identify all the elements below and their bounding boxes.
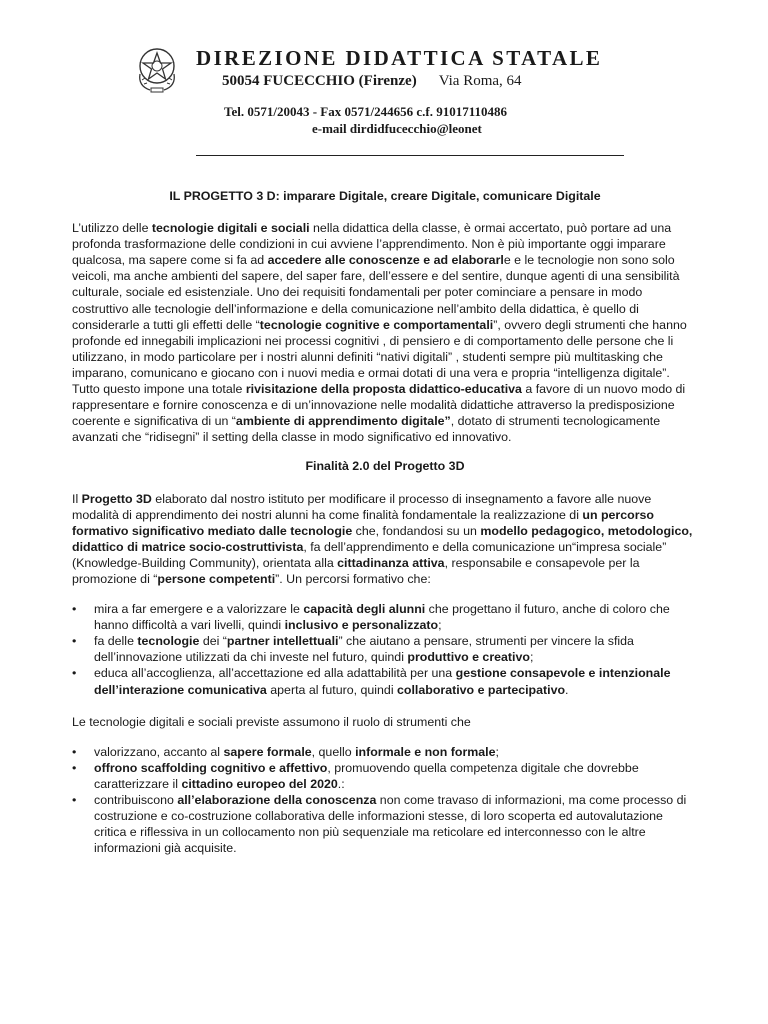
text-run: nella didattica della classe, è ormai accertato, può portare ad una profonda trasformazione delle condizioni in cui avviene l’apprendimento. Non è più importante oggi imparare qualcosa, ma sapere come si fa ad xyxy=(72,221,672,268)
bold-run: collaborativo e partecipativo xyxy=(397,682,566,697)
bold-run: modello pedagogico, metodologico, didattico di matrice socio-costruttivista xyxy=(72,523,693,554)
italian-republic-emblem-icon xyxy=(134,44,180,94)
list-item xyxy=(72,601,698,633)
text-run: a favore di un nuovo modo di rappresentare e fornire conoscenza e di un’innovazione nelle modalità didattiche attraverso la predisposizione coerente e significativa di un “ xyxy=(72,382,686,429)
text-run: fa delle xyxy=(94,634,138,649)
text-run: , fa dell’apprendimento e della comunicazione un“impresa sociale” (Knowledge-Building Community), orientata alla xyxy=(72,539,667,570)
bold-run: accedere alle conoscenze e ad elaborarl xyxy=(267,253,504,268)
text-run: che, fondandosi su un xyxy=(352,523,481,538)
letterhead-divider xyxy=(196,155,624,156)
bold-run: produttivo e creativo xyxy=(407,650,530,665)
text-run: ; xyxy=(438,618,442,633)
letterhead-email: e-mail dirdidfucecchio@leonet xyxy=(312,121,482,136)
list-item xyxy=(72,760,698,792)
text-run: elaborato dal nostro istituto per modificare il processo di insegnamento a favore alle nuove modalità di apprendimento dei nostri alunni ha come finalità fondamentale la realizzazione di xyxy=(72,491,652,522)
bold-run: tecnologie digitali e sociali xyxy=(151,221,310,236)
text-run: valorizzano, accanto al xyxy=(94,744,224,759)
bold-run: tecnologie cognitive e comportamentali xyxy=(259,317,494,332)
letterhead-city-text: 50054 FUCECCHIO (Firenze) xyxy=(222,73,417,89)
bold-run: informale e non formale xyxy=(355,744,496,759)
text-run: , responsabile e consapevole per la promozione di “ xyxy=(72,555,640,586)
text-run: e e le tecnologie non sono solo veicoli, ma anche ambienti del sapere, del saper fare, dell’essere e del sentire, dunque agenti di una sensibilità culturale, sociale ed esistenziale. Uno dei requisiti fondamentali per poter cominciare a pensare in modo costruttivo alle tecnologie dell’informazione e della comunicazione nell’ambito della didattica, è quello di considerarle a tutti gli effetti delle “ xyxy=(72,253,680,332)
text-run: che progettano il futuro, anche di coloro che hanno difficoltà a vari livelli, quindi xyxy=(94,602,670,633)
text-run: .: xyxy=(337,776,345,791)
text-run: contribuiscono xyxy=(94,793,178,807)
text-run: mira a far emergere e a valorizzare le xyxy=(94,602,304,617)
list-item xyxy=(72,744,698,760)
letterhead-title: DIREZIONE DIDATTICA STATALE xyxy=(196,46,603,70)
list-item xyxy=(72,792,698,856)
text-run: , quello xyxy=(311,744,356,759)
bold-run: cittadinanza attiva xyxy=(337,555,445,570)
bold-run: gestione consapevole e intenzionale dell’interazione comunicativa xyxy=(94,666,671,697)
text-run: . xyxy=(565,682,569,697)
text-run: educa all’accoglienza, all’accettazione ed alla adattabilità per una xyxy=(94,666,456,681)
list-item xyxy=(72,665,698,697)
bold-run: persone competenti xyxy=(157,571,276,586)
bold-run: Progetto 3D xyxy=(81,491,152,506)
bold-run: inclusivo e personalizzato xyxy=(284,618,439,633)
bold-run: ambiente di apprendimento digitale” xyxy=(235,414,451,429)
text-run: ”, ovvero degli strumenti che hanno profonde ed innegabili implicazioni nei processi cognitivi , di pensiero e di comportamento delle persone che li utilizzano, in modo particolare per i nostri alunni definiti “nativi digitali” , studenti sempre più multitasking che imparano, comunicano e giocano con i nuovi media e ormai dotati di una vera e propria “intelligenza digitale”. Tutto questo impone una totale xyxy=(72,317,687,397)
text-run: ”. Un percorsi formativo che: xyxy=(275,571,431,586)
text-run: dei “ xyxy=(199,634,227,649)
tech-intro: Le tecnologie digitali e sociali previste assumono il ruolo di strumenti che xyxy=(72,714,471,729)
intro-paragraph xyxy=(72,220,698,445)
section-title: Finalità 2.0 del Progetto 3D xyxy=(305,459,465,474)
bold-run: tecnologie xyxy=(137,634,200,649)
bold-run: all’elaborazione della conoscenza xyxy=(177,793,377,807)
text-run: , dotato di strumenti tecnologicamente avanzati che “ridisegni” il setting della classe in modo significativo ed innovativo. xyxy=(72,414,661,445)
text-run: non come travaso di informazioni, ma come processo di costruzione e co-costruzione collaborativa delle informazioni stesse, di loro scoperta ed autovalutazione critica e riflessiva in un collocamento non più sequenziale ma reticolare ed interconnesso con le altre informazioni già acquisite. xyxy=(94,793,687,856)
text-run: ; xyxy=(529,650,534,665)
text-run: L’utilizzo delle xyxy=(72,221,152,236)
document-body xyxy=(72,188,698,856)
bold-run: un percorso formativo significativo mediato dalle tecnologie xyxy=(72,507,654,538)
text-run: , promuovendo quella competenza digitale che dovrebbe caratterizzare il xyxy=(94,760,639,791)
letterhead-city xyxy=(222,73,640,90)
project-paragraph xyxy=(72,491,698,588)
letterhead-street: Via Roma, 64 xyxy=(438,73,522,89)
bold-run: rivisitazione della proposta didattico-educativa xyxy=(245,382,522,397)
text-run: aperta al futuro, quindi xyxy=(266,682,398,697)
bold-run: sapere formale xyxy=(223,744,312,759)
text-run: ; xyxy=(495,744,499,759)
list-item xyxy=(72,633,698,665)
letterhead xyxy=(190,46,640,137)
bold-run: partner intellettuali xyxy=(226,634,339,649)
document-title: IL PROGETTO 3 D: imparare Digitale, creare Digitale, comunicare Digitale xyxy=(169,189,601,203)
goals-list xyxy=(72,601,698,698)
tech-list xyxy=(72,744,698,857)
letterhead-contacts: Tel. 0571/20043 - Fax 0571/244656 c.f. 91017110486 xyxy=(224,104,507,119)
text-run: Il xyxy=(72,491,82,506)
text-run: ” che aiutano a pensare, strumenti per vincere la sfida dell’innovazione utilizzati da chi investe nel futuro, quindi xyxy=(94,634,634,665)
bold-run: cittadino europeo del 2020 xyxy=(181,776,338,791)
bold-run: offrono scaffolding cognitivo e affettivo xyxy=(94,760,328,775)
bold-run: capacità degli alunni xyxy=(303,602,426,617)
